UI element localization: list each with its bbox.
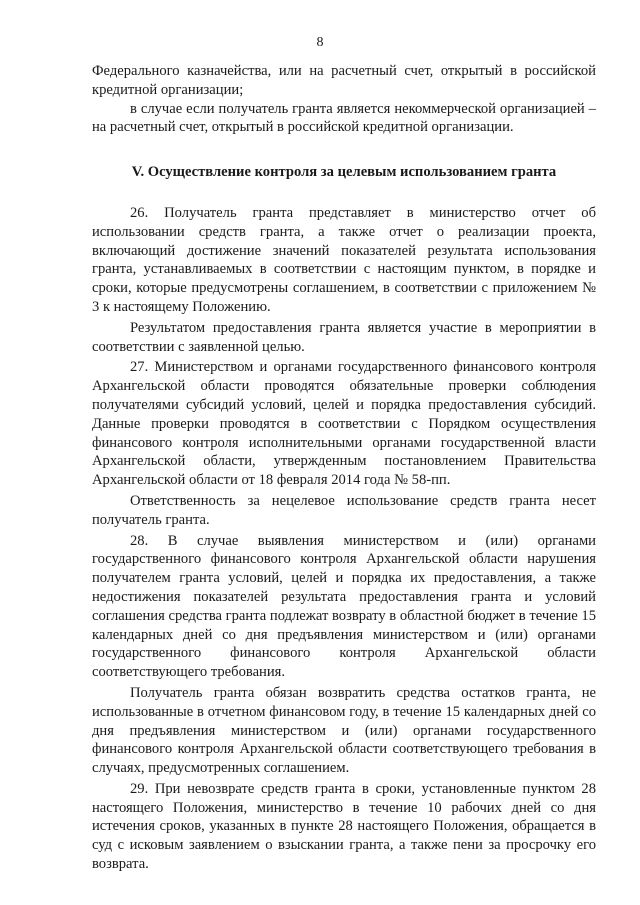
page-number: 8 — [316, 35, 324, 50]
paragraph-item-29: 29. При невозврате средств гранта в сроки, установленные пунктом 28 настоящего Положения, министерство в течение 10 рабочих дней со дня истечения сроков, указанных в пункте 28 настоящего Положения, обращается в суд с исковым заявлением о взыскании гранта, а также пени за просрочку его возврата. — [92, 780, 596, 873]
document-body — [92, 62, 596, 874]
paragraph-item-28: 28. В случае выявления министерством и (или) органами государственного финансового контроля Архангельской области нарушения получателем гранта условий, целей и порядка их предоставления, а также недостижения показателей результата предоставления гранта и условий соглашения средства гранта подлежат возврату в областной бюджет в течение 15 календарных дней со дня предъявления министерством и (или) органами государственного финансового контроля Архангельской области соответствующего требования. — [92, 532, 596, 681]
paragraph-noncommercial: в случае если получатель гранта является некоммерческой организацией – на расчетный счет, открытый в российской кредитной организации. — [92, 100, 596, 136]
paragraph-continuation: Федерального казначейства, или на расчетный счет, открытый в российской кредитной организации; — [92, 63, 596, 98]
paragraph-item-26: 26. Получатель гранта представляет в министерство отчет об использовании средств гранта, а также отчет о реализации проекта, включающий достижение значений показателей результата использования гранта, устанавливаемых в соответствии с настоящим пунктом, в порядке и сроки, которые предусмотрены соглашением, в соответствии с приложением № 3 к настоящему Положению. — [92, 204, 596, 315]
paragraph-item-27: 27. Министерством и органами государственного финансового контроля Архангельской области проводятся обязательные проверки соблюдения получателями субсидий условий, целей и порядка предоставления субсидий. Данные проверки проводятся в соответствии с Порядком осуществления финансового контроля исполнительными органами государственной власти Архангельской области, утвержденным постановлением Правительства Архангельской области от 18 февраля 2014 года № 58-пп. — [92, 359, 596, 489]
paragraph-responsibility: Ответственность за нецелевое использование средств гранта несет получатель гранта. — [92, 492, 596, 528]
section-heading: V. Осуществление контроля за целевым использованием гранта — [131, 164, 557, 181]
paragraph-result: Результатом предоставления гранта является участие в мероприятии в соответствии с заявленной целью. — [92, 319, 596, 355]
paragraph-return-remainder: Получатель гранта обязан возвратить средства остатков гранта, не использованные в отчетном финансовом году, в течение 15 календарных дней со дня предъявления министерством и (или) органами государственного финансового контроля Архангельской области соответствующего требования в случаях, предусмотренных соглашением. — [92, 684, 596, 777]
